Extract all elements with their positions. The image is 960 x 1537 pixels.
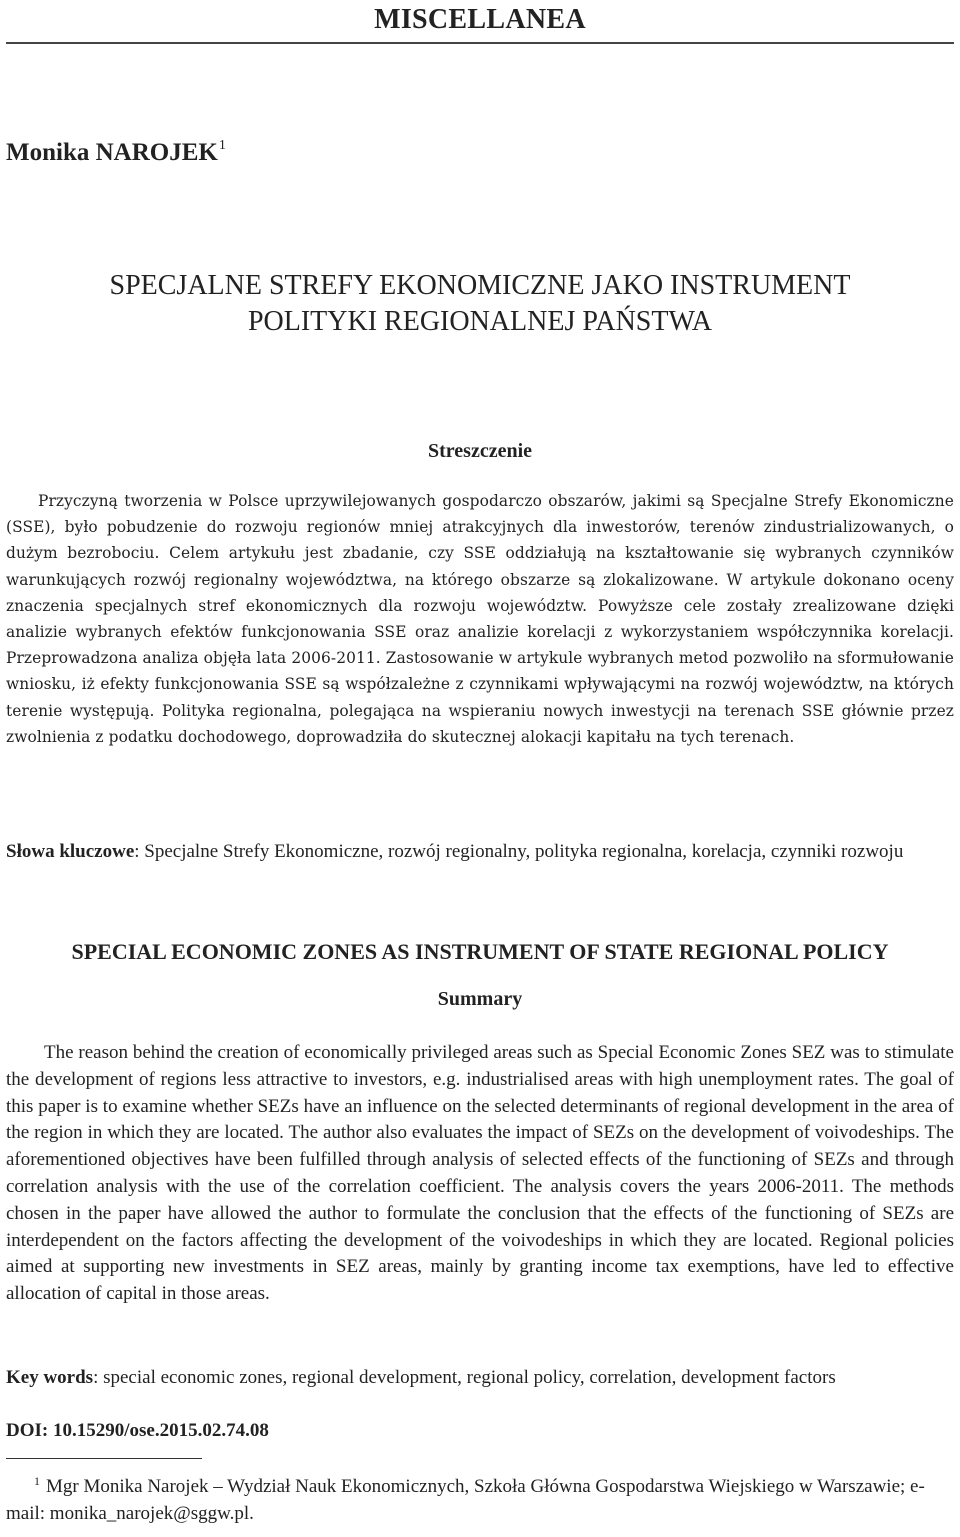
author-name: [6, 138, 226, 167]
article-title-pl-line2: POLITYKI REGIONALNEJ PAŃSTWA: [247, 306, 713, 337]
author-footnote-mark: 1: [218, 138, 226, 153]
article-title-pl-line1: SPECJALNE STREFY EKONOMICZNE JAKO INSTRUMENT: [109, 270, 851, 301]
section-title: MISCELLANEA: [374, 4, 586, 35]
footnote: [6, 1468, 954, 1527]
abstract-pl-text: Przyczyną tworzenia w Polsce uprzywilejowanych gospodarczo obszarów, jakimi są Specjalne Strefy Ekonomiczne (SSE), było pobudzenie do rozwoju regionów mniej atrakcyjnych dla inwestorów, terenów zindustrializowanych, o dużym bezrobociu. Celem artykułu jest zbadanie, czy SSE oddziałują na kształtowanie się wybranych czynników warunkujących rozwój regionalny województwa, na którego obszarze są zlokalizowane. W artykule dokonano oceny znaczenia specjalnych stref ekonomicznych dla rozwoju województw. Powyższe cele zostały zrealizowane dzięki analizie wybranych efektów funkcjonowania SSE oraz analizie korelacji z wykorzystaniem współczynnika korelacji. Przeprowadzona analiza objęła lata 2006-2011. Zastosowanie w artykule wybranych metod pozwoliło na sformułowanie wniosku, iż efekty funkcjonowania SSE są współzależne z czynnikami wpływającymi na rozwój województw, na których terenie występują. Polityka regionalna, polegająca na wspieraniu nowych inwestycji na terenach SSE głównie przez zwolnienia z podatku dochodowego, doprowadziła do skutecznej alokacji kapitału na tych terenach.: [6, 492, 954, 746]
article-title-pl: [0, 268, 960, 340]
summary-heading: Summary: [437, 988, 523, 1010]
doi: DOI: 10.15290/ose.2015.02.74.08: [6, 1420, 269, 1441]
keywords-en-text: : special economic zones, regional development, regional policy, correlation, development factors: [93, 1367, 836, 1388]
abstract-pl-heading: Streszczenie: [427, 440, 533, 462]
footnote-mark: 1: [34, 1474, 40, 1488]
keywords-en: [6, 1365, 954, 1391]
summary-en: [6, 1040, 954, 1308]
keywords-en-label: Key words: [6, 1367, 94, 1388]
author-name-text: Monika NAROJEK: [6, 139, 218, 166]
footnote-text: Mgr Monika Narojek – Wydział Nauk Ekonomicznych, Szkoła Główna Gospodarstwa Wiejskiego w Warszawie; e-mail: monika_narojek@sggw.pl.: [6, 1476, 925, 1524]
keywords-pl: [6, 838, 954, 865]
keywords-pl-label: Słowa kluczowe: [6, 841, 135, 862]
article-title-en: SPECIAL ECONOMIC ZONES AS INSTRUMENT OF STATE REGIONAL POLICY: [71, 939, 889, 964]
keywords-pl-text: : Specjalne Strefy Ekonomiczne, rozwój regionalny, polityka regionalna, korelacja, czynniki rozwoju: [134, 841, 904, 862]
header-rule: [6, 42, 954, 44]
footnote-rule: [6, 1458, 202, 1459]
abstract-pl: [6, 488, 954, 750]
summary-en-text: The reason behind the creation of economically privileged areas such as Special Economic Zones SEZ was to stimulate the development of regions less attractive to investors, e.g. industrialised areas with high unemployment rates. The goal of this paper is to examine whether SEZs have an influence on the selected determinants of regional development in the area of the region in which they are located. The author also evaluates the impact of SEZs on the development of voivodeships. The aforementioned objectives have been fulfilled through analysis of selected effects of the functioning of SEZs and through correlation analysis with the use of the correlation coefficient. The analysis covers the years 2006-2011. The methods chosen in the paper have allowed the author to formulate the conclusion that the effects of the functioning of SEZs are interdependent on the factors affecting the development of the voivodeships in which they are located. Regional policies aimed at supporting new investments in SEZ areas, mainly by granting income tax exemptions, have led to effective allocation of capital in those areas.: [6, 1042, 954, 1305]
